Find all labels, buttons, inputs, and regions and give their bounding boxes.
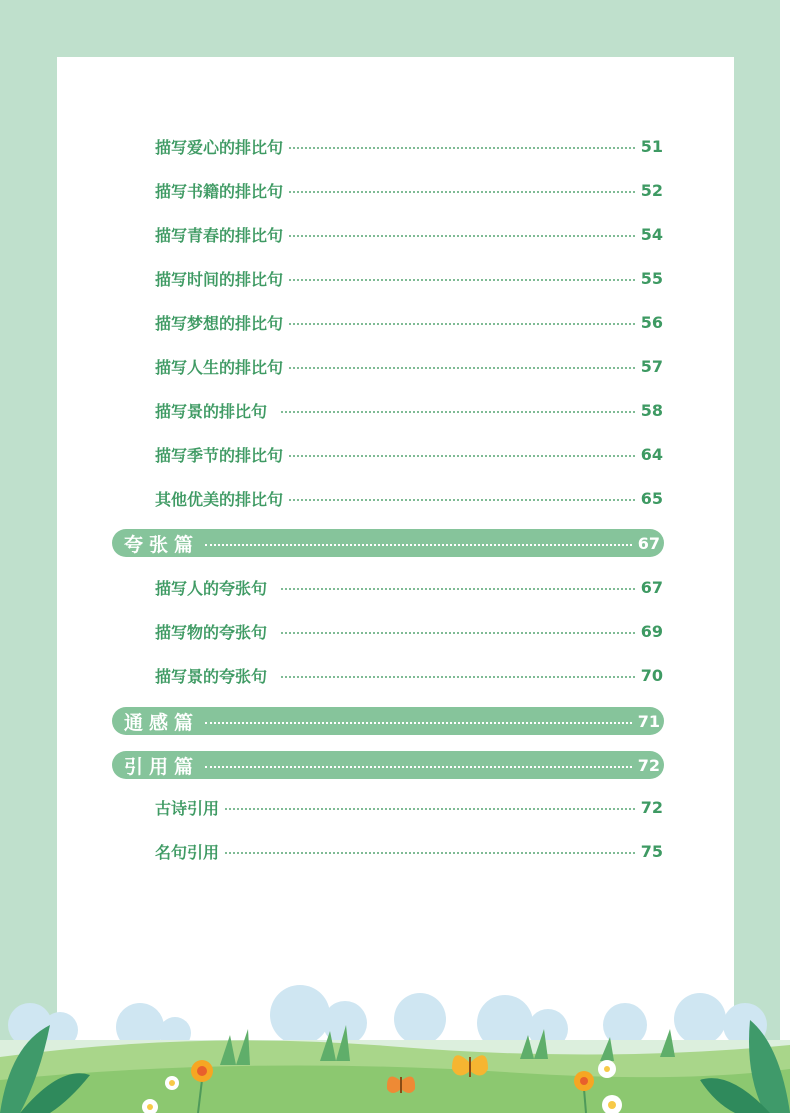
meadow-illustration [0,985,790,1113]
dot-leader [289,499,635,501]
toc-entry-label: 描写季节的排比句 [155,445,284,465]
toc-section-page: 72 [637,755,660,775]
toc-entry-page: 54 [640,224,663,244]
dot-leader [289,279,635,281]
toc-entry-page: 52 [640,180,663,200]
dot-leader [205,722,632,724]
dot-leader [281,411,635,413]
toc-entry-label: 名句引用 [155,842,220,862]
dot-leader [289,367,635,369]
toc-entry-label: 其他优美的排比句 [155,489,284,509]
toc-entry[interactable] [155,266,663,290]
toc-entry[interactable] [155,442,663,466]
dot-leader [281,632,635,634]
dot-leader [225,808,635,810]
toc-section-page: 67 [637,533,660,553]
toc-entry-label: 描写人生的排比句 [155,357,284,377]
toc-entry[interactable] [155,178,663,202]
toc-entry-page: 75 [640,841,663,861]
toc-entry[interactable] [155,839,663,863]
toc-section-title: 夸张篇 [124,533,200,556]
toc-entry-page: 67 [640,577,663,597]
toc-entry[interactable] [155,354,663,378]
butterfly-icon [387,1077,415,1094]
toc-entry[interactable] [155,795,663,819]
toc-entry-page: 64 [640,444,663,464]
toc-entry-label: 描写书籍的排比句 [155,181,284,201]
toc-section-bar[interactable] [112,751,664,779]
toc-entry[interactable] [155,575,663,599]
dot-leader [289,191,635,193]
dot-leader [205,544,632,546]
toc-entry[interactable] [155,619,663,643]
dot-leader [281,588,635,590]
toc-entry-page: 58 [640,400,663,420]
toc-entry-page: 65 [640,488,663,508]
toc-entry-page: 69 [640,621,663,641]
toc-section-bar[interactable] [112,529,664,557]
toc-section-bar[interactable] [112,707,664,735]
toc-entry-page: 56 [640,312,663,332]
toc-entry-label: 描写景的排比句 [155,401,268,421]
dot-leader [289,323,635,325]
toc-entry-page: 70 [640,665,663,685]
toc-entry[interactable] [155,222,663,246]
toc-entry[interactable] [155,310,663,334]
toc-entry-label: 描写青春的排比句 [155,225,284,245]
toc-entry-page: 51 [640,136,663,156]
toc-section-title: 引用篇 [124,755,200,778]
dot-leader [225,852,635,854]
toc-entry-label: 描写物的夸张句 [155,622,268,642]
toc-entry-label: 描写景的夸张句 [155,666,268,686]
dot-leader [289,147,635,149]
dot-leader [205,766,632,768]
toc-entry-label: 古诗引用 [155,798,220,818]
dot-leader [281,676,635,678]
toc-entry[interactable] [155,486,663,510]
butterfly-icon [452,1055,488,1077]
toc-entry-page: 72 [640,797,663,817]
toc-entry-label: 描写爱心的排比句 [155,137,284,157]
toc-section-page: 71 [637,711,660,731]
toc-entry-label: 描写梦想的排比句 [155,313,284,333]
dot-leader [289,455,635,457]
toc-entry-page: 55 [640,268,663,288]
toc-entry-label: 描写时间的排比句 [155,269,284,289]
toc-entry[interactable] [155,134,663,158]
toc-entry[interactable] [155,663,663,687]
toc-entry-page: 57 [640,356,663,376]
toc-section-title: 通感篇 [124,711,200,734]
toc-entry[interactable] [155,398,663,422]
dot-leader [289,235,635,237]
toc-entry-label: 描写人的夸张句 [155,578,268,598]
